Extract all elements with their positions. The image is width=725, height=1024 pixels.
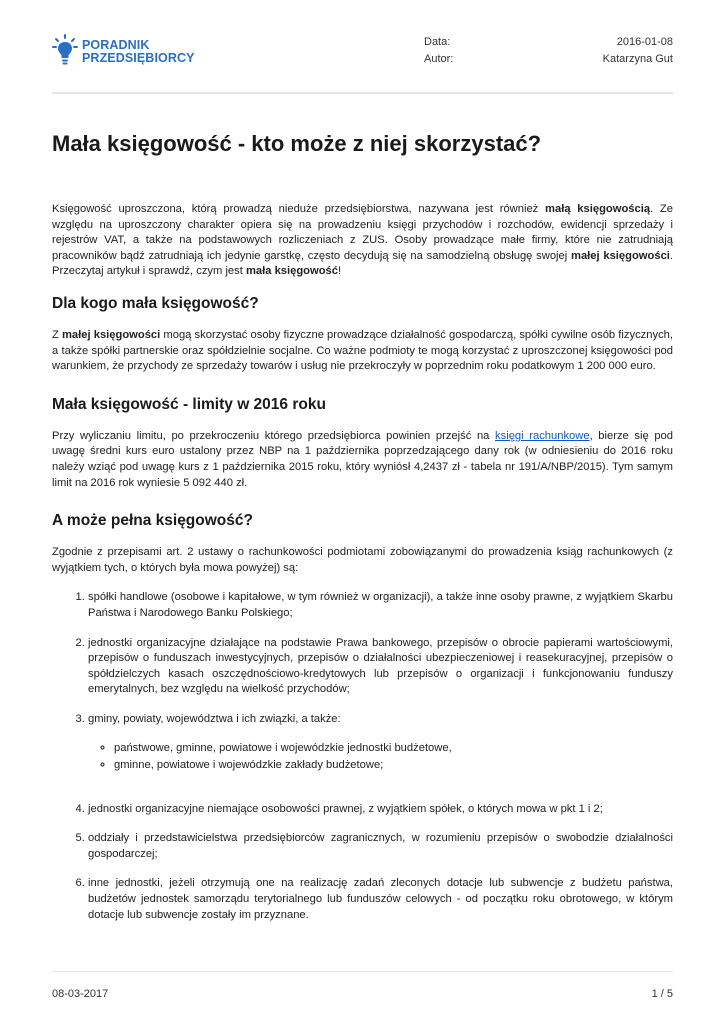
footer-divider: [52, 971, 673, 972]
entities-list: [52, 590, 673, 923]
list-item: 1. spółki handlowe (osobowe i kapitałowe, w tym również w organizacji), a także inne osoby prawne, z wyjątkiem Skarbu Państwa i Narodowego Banku Polskiego;: [88, 590, 673, 621]
intro-bold-1: małą księgowością: [545, 203, 651, 215]
logo-line-1: PORADNIK: [82, 38, 150, 52]
intro-bold-2: małej księgowości: [571, 249, 670, 262]
sub-list-item: ◦ gminne, powiatowe i wojewódzkie zakłady budżetowe;: [114, 758, 673, 774]
link-ksiegi-rachunkowe[interactable]: księgi rachunkowe: [495, 429, 590, 442]
sub-list: [88, 741, 673, 773]
intro-paragraph: [52, 202, 673, 280]
intro-text-1: Księgowość uproszczona, którą prowadzą nieduże przedsiębiorstwa, nazywana jest również: [52, 203, 546, 215]
intro-text-3: . Przeczytaj artykuł i sprawdź, czym jest: [52, 249, 674, 278]
logo-line-2: PRZEDSIĘBIORCY: [82, 51, 195, 65]
list-item: 2. jednostki organizacyjne działające na podstawie Prawa bankowego, przepisów o obrocie papierami wartościowymi, przepisów o funduszach inwestycyjnych, przepisów o działalności ubezpieczeniowej i reasekuracyjnej, przepisów o spółdzielczych kasach oszczędnościowo-kredytowych lub przepisów o organizacji i funkcjonowaniu funduszy emerytalnych, bez względu na wielkość przychodów;: [88, 636, 673, 698]
lightbulb-icon: [52, 34, 78, 68]
meta-date-row: [424, 34, 673, 51]
s1-bold-1: małej księgowości: [61, 328, 161, 341]
article: [52, 130, 673, 937]
s1-text-1: Z: [52, 328, 62, 341]
footer-date: 08-03-2017: [52, 988, 109, 1000]
page-title: Mała księgowość - kto może z niej skorzystać?: [52, 131, 542, 156]
section-1-paragraph: [52, 328, 673, 375]
list-item: 5. oddziały i przedstawicielstwa przedsiębiorców zagranicznych, w rozumieniu przepisów o swobodzie działalności gospodarczej;: [88, 831, 673, 862]
list-item-text: gminy, powiaty, województwa i ich związki, a także:: [88, 712, 341, 725]
s2-text-1: Przy wyliczaniu limitu, po przekroczeniu którego przedsiębiorca powinien przejść na: [52, 429, 496, 442]
section-heading-1: Dla kogo mała księgowość?: [52, 294, 259, 312]
section-3-intro: Zgodnie z przepisami art. 2 ustawy o rachunkowości podmiotami zobowiązanymi do prowadzenia ksiąg rachunkowych (z wyjątkiem tych, o których była mowa powyżej) są:: [52, 546, 673, 574]
intro-bold-3: mała księgowość: [245, 265, 338, 278]
s2-text-2: , bierze się pod uwagę średni kurs euro ustalony przez NBP na 1 października poprzedzającego dany rok (w odniesieniu do 2016 roku należy wziąć pod uwagę kurs z 1 października 2015 roku, który wyniósł 4,2437 zł - tabela nr 191/A/NBP/2015). Tym samym limit na 2016 rok wyniesie 5 092 440 zł.: [52, 429, 673, 489]
s1-text-2: mogą skorzystać osoby fizyczne prowadzące działalność gospodarczą, spółki cywilne osób fizycznych, a także spółki partnerskie oraz spółdzielnie socjalne. Co ważne podmioty te mogą korzystać z uproszczonej księgowości pod warunkiem, że przychody ze sprzedaży towarów i usług nie przekroczyły w poprzednim roku podatkowym 1 200 000 euro.: [52, 328, 673, 373]
list-item: 6. inne jednostki, jeżeli otrzymują one na realizację zadań zleconych dotacje lub subwencje z budżetu państwa, budżetów jednostek samorządu terytorialnego lub funduszów celowych - od początku roku obrotowego, w którym dotacje lub subwencje zostały im przyznane.: [88, 876, 673, 923]
page-footer: [52, 988, 673, 1000]
meta-author-row: [424, 51, 673, 68]
section-heading-3: A może pełna księgowość?: [52, 512, 253, 530]
document-meta: [424, 34, 673, 68]
page-number: 1 / 5: [651, 988, 673, 1000]
date-label: Data:: [424, 36, 451, 48]
header-divider: [52, 92, 673, 94]
sub-list-item: ◦ państwowe, gminne, powiatowe i wojewódzkie jednostki budżetowe,: [114, 741, 673, 757]
section-2-paragraph: [52, 429, 673, 491]
intro-text-2: . Ze względu na uproszczony charakter opiera się na prowadzeniu księgi przychodów i rozchodów, ewidencji sprzedaży i rejestrów VAT, a także na podstawowych rozliczeniach z ZUS. Osoby prowadzące małe firmy, które nie zatrudniają pracowników bądź zatrudniają ich jedynie garstkę, często decydują się na samodzielną obsługę swojej: [52, 203, 673, 262]
author-label: Autor:: [424, 53, 454, 65]
date-value: 2016-01-08: [616, 36, 673, 48]
section-heading-2: Mała księgowość - limity w 2016 roku: [52, 395, 326, 413]
list-item: [88, 712, 673, 774]
intro-text-4: !: [338, 265, 342, 278]
list-item: 4. jednostki organizacyjne niemające osobowości prawnej, z wyjątkiem spółek, o których mowa w pkt 1 i 2;: [88, 802, 673, 818]
logo[interactable]: [52, 34, 195, 68]
author-value: Katarzyna Gut: [602, 53, 673, 65]
